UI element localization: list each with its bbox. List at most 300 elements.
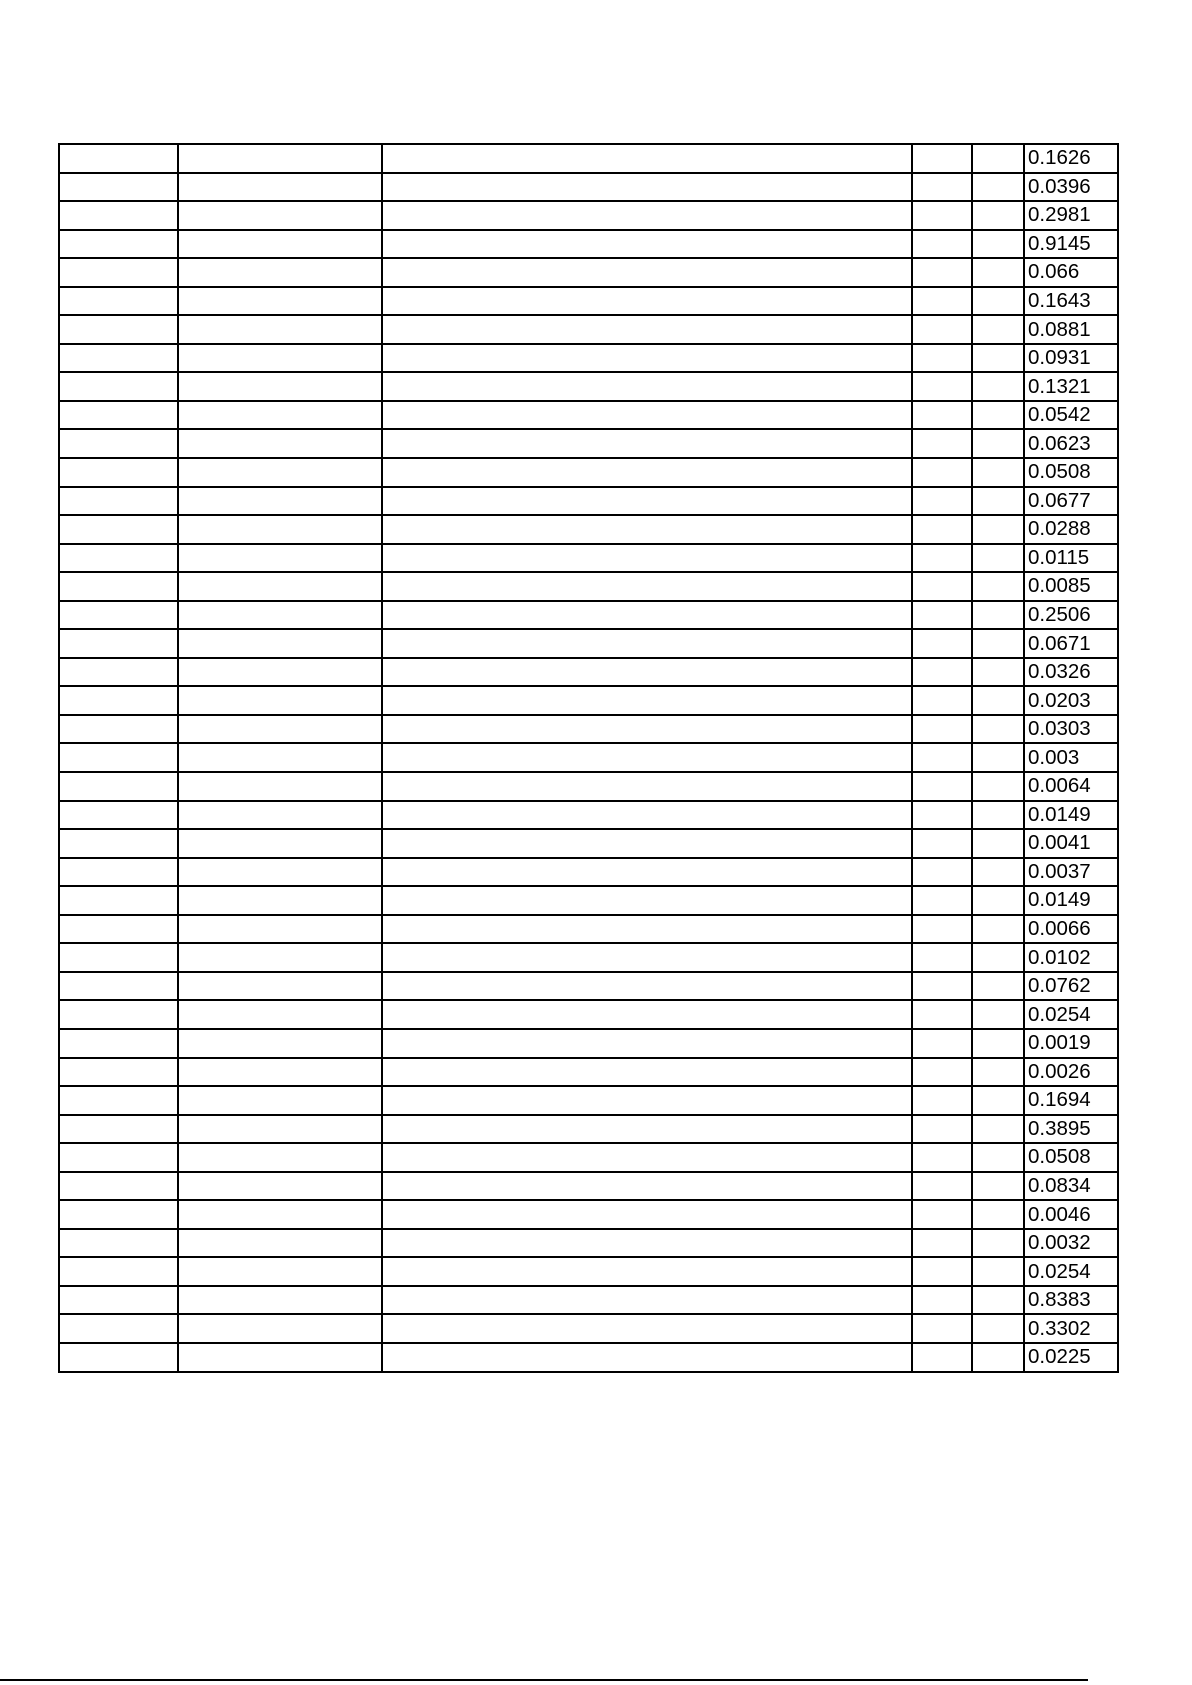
empty-cell — [912, 915, 972, 944]
value-cell: 0.1626 — [1024, 144, 1118, 173]
table-row — [59, 572, 1118, 601]
table-row — [59, 829, 1118, 858]
empty-cell — [59, 1058, 178, 1087]
empty-cell — [972, 686, 1024, 715]
table-row — [59, 173, 1118, 202]
table-row — [59, 515, 1118, 544]
value-cell: 0.0149 — [1024, 886, 1118, 915]
empty-cell — [912, 144, 972, 173]
empty-cell — [382, 886, 912, 915]
table-row — [59, 629, 1118, 658]
empty-cell — [178, 1343, 382, 1372]
empty-cell — [382, 515, 912, 544]
empty-cell — [382, 601, 912, 630]
empty-cell — [59, 1200, 178, 1229]
empty-cell — [912, 1229, 972, 1258]
empty-cell — [59, 743, 178, 772]
empty-cell — [972, 173, 1024, 202]
table-row — [59, 1115, 1118, 1144]
empty-cell — [178, 972, 382, 1001]
empty-cell — [912, 487, 972, 516]
empty-cell — [912, 715, 972, 744]
empty-cell — [382, 1229, 912, 1258]
value-cell: 0.0019 — [1024, 1029, 1118, 1058]
table-row — [59, 1058, 1118, 1087]
empty-cell — [382, 1086, 912, 1115]
table-row — [59, 372, 1118, 401]
empty-cell — [178, 1000, 382, 1029]
empty-cell — [178, 915, 382, 944]
empty-cell — [178, 743, 382, 772]
empty-cell — [178, 658, 382, 687]
table-row — [59, 943, 1118, 972]
empty-cell — [178, 144, 382, 173]
empty-cell — [382, 858, 912, 887]
empty-cell — [912, 601, 972, 630]
value-cell: 0.0046 — [1024, 1200, 1118, 1229]
value-cell: 0.0149 — [1024, 801, 1118, 830]
empty-cell — [178, 515, 382, 544]
value-cell: 0.0303 — [1024, 715, 1118, 744]
empty-cell — [972, 1343, 1024, 1372]
empty-cell — [178, 829, 382, 858]
empty-cell — [59, 515, 178, 544]
empty-cell — [178, 401, 382, 430]
empty-cell — [382, 144, 912, 173]
empty-cell — [912, 287, 972, 316]
value-cell: 0.0834 — [1024, 1172, 1118, 1201]
empty-cell — [972, 1257, 1024, 1286]
empty-cell — [972, 1172, 1024, 1201]
empty-cell — [178, 715, 382, 744]
table-row — [59, 1086, 1118, 1115]
empty-cell — [912, 230, 972, 259]
empty-cell — [59, 1115, 178, 1144]
empty-cell — [382, 629, 912, 658]
empty-cell — [59, 772, 178, 801]
empty-cell — [382, 1143, 912, 1172]
empty-cell — [912, 572, 972, 601]
empty-cell — [382, 344, 912, 373]
value-cell: 0.1694 — [1024, 1086, 1118, 1115]
empty-cell — [382, 1115, 912, 1144]
empty-cell — [178, 1029, 382, 1058]
empty-cell — [59, 1257, 178, 1286]
empty-cell — [912, 1343, 972, 1372]
value-cell: 0.2981 — [1024, 201, 1118, 230]
empty-cell — [59, 230, 178, 259]
value-cell: 0.0288 — [1024, 515, 1118, 544]
empty-cell — [178, 315, 382, 344]
empty-cell — [912, 1172, 972, 1201]
empty-cell — [178, 629, 382, 658]
empty-cell — [972, 801, 1024, 830]
value-cell: 0.0326 — [1024, 658, 1118, 687]
table-row — [59, 972, 1118, 1001]
empty-cell — [912, 344, 972, 373]
empty-cell — [59, 315, 178, 344]
empty-cell — [382, 943, 912, 972]
empty-cell — [178, 1314, 382, 1343]
empty-cell — [382, 544, 912, 573]
value-cell: 0.9145 — [1024, 230, 1118, 259]
empty-cell — [912, 658, 972, 687]
empty-cell — [972, 743, 1024, 772]
empty-cell — [178, 1058, 382, 1087]
empty-cell — [178, 1115, 382, 1144]
table-row — [59, 429, 1118, 458]
empty-cell — [912, 772, 972, 801]
empty-cell — [59, 715, 178, 744]
empty-cell — [178, 1172, 382, 1201]
empty-cell — [59, 915, 178, 944]
table-row — [59, 601, 1118, 630]
empty-cell — [912, 1086, 972, 1115]
value-cell: 0.0026 — [1024, 1058, 1118, 1087]
empty-cell — [59, 1000, 178, 1029]
empty-cell — [178, 258, 382, 287]
empty-cell — [912, 1115, 972, 1144]
empty-cell — [59, 1086, 178, 1115]
empty-cell — [382, 915, 912, 944]
empty-cell — [972, 230, 1024, 259]
value-cell: 0.3895 — [1024, 1115, 1118, 1144]
empty-cell — [382, 715, 912, 744]
empty-cell — [912, 801, 972, 830]
empty-cell — [59, 601, 178, 630]
table-row — [59, 886, 1118, 915]
table-row — [59, 1172, 1118, 1201]
value-cell: 0.0254 — [1024, 1000, 1118, 1029]
empty-cell — [382, 429, 912, 458]
empty-cell — [59, 344, 178, 373]
empty-cell — [972, 1086, 1024, 1115]
table-row — [59, 1200, 1118, 1229]
empty-cell — [382, 1000, 912, 1029]
empty-cell — [178, 372, 382, 401]
empty-cell — [382, 458, 912, 487]
table-row — [59, 1229, 1118, 1258]
value-cell: 0.8383 — [1024, 1286, 1118, 1315]
empty-cell — [59, 544, 178, 573]
empty-cell — [382, 1029, 912, 1058]
empty-cell — [912, 886, 972, 915]
empty-cell — [59, 658, 178, 687]
empty-cell — [178, 886, 382, 915]
empty-cell — [972, 544, 1024, 573]
empty-cell — [178, 801, 382, 830]
empty-cell — [912, 1286, 972, 1315]
empty-cell — [912, 429, 972, 458]
empty-cell — [912, 829, 972, 858]
empty-cell — [972, 1286, 1024, 1315]
empty-cell — [178, 1257, 382, 1286]
empty-cell — [178, 287, 382, 316]
table-row — [59, 686, 1118, 715]
empty-cell — [382, 801, 912, 830]
table-row — [59, 344, 1118, 373]
value-cell: 0.0102 — [1024, 943, 1118, 972]
empty-cell — [382, 201, 912, 230]
empty-cell — [972, 715, 1024, 744]
empty-cell — [912, 1257, 972, 1286]
empty-cell — [972, 886, 1024, 915]
empty-cell — [972, 258, 1024, 287]
table-row — [59, 1257, 1118, 1286]
empty-cell — [382, 258, 912, 287]
empty-cell — [972, 772, 1024, 801]
table-row — [59, 201, 1118, 230]
empty-cell — [972, 487, 1024, 516]
value-cell: 0.0671 — [1024, 629, 1118, 658]
empty-cell — [972, 372, 1024, 401]
empty-cell — [912, 1058, 972, 1087]
table-row — [59, 1343, 1118, 1372]
empty-cell — [382, 487, 912, 516]
table-row — [59, 258, 1118, 287]
table-row — [59, 743, 1118, 772]
empty-cell — [59, 372, 178, 401]
table-row — [59, 230, 1118, 259]
value-cell: 0.0115 — [1024, 544, 1118, 573]
value-cell: 0.0203 — [1024, 686, 1118, 715]
empty-cell — [382, 1200, 912, 1229]
empty-cell — [59, 201, 178, 230]
empty-cell — [972, 1029, 1024, 1058]
empty-cell — [59, 829, 178, 858]
empty-cell — [178, 487, 382, 516]
empty-cell — [382, 401, 912, 430]
empty-cell — [382, 1058, 912, 1087]
value-cell: 0.0064 — [1024, 772, 1118, 801]
empty-cell — [912, 1029, 972, 1058]
empty-cell — [382, 572, 912, 601]
empty-cell — [59, 173, 178, 202]
empty-cell — [972, 401, 1024, 430]
empty-cell — [178, 173, 382, 202]
empty-cell — [972, 201, 1024, 230]
empty-cell — [59, 144, 178, 173]
empty-cell — [59, 429, 178, 458]
empty-cell — [178, 429, 382, 458]
table-row — [59, 801, 1118, 830]
table-row — [59, 772, 1118, 801]
empty-cell — [59, 629, 178, 658]
table-row — [59, 544, 1118, 573]
value-cell: 0.3302 — [1024, 1314, 1118, 1343]
empty-cell — [382, 315, 912, 344]
empty-cell — [972, 972, 1024, 1001]
empty-cell — [972, 1314, 1024, 1343]
empty-cell — [178, 601, 382, 630]
value-cell: 0.0931 — [1024, 344, 1118, 373]
empty-cell — [972, 515, 1024, 544]
value-cell: 0.0032 — [1024, 1229, 1118, 1258]
value-cell: 0.0225 — [1024, 1343, 1118, 1372]
empty-cell — [972, 1143, 1024, 1172]
value-cell: 0.0396 — [1024, 173, 1118, 202]
empty-cell — [382, 686, 912, 715]
empty-cell — [382, 743, 912, 772]
empty-cell — [972, 344, 1024, 373]
empty-cell — [972, 1115, 1024, 1144]
empty-cell — [59, 886, 178, 915]
empty-cell — [972, 658, 1024, 687]
table-row — [59, 915, 1118, 944]
empty-cell — [972, 629, 1024, 658]
table-body — [59, 144, 1118, 1372]
empty-cell — [178, 1229, 382, 1258]
table-row — [59, 1286, 1118, 1315]
empty-cell — [382, 1343, 912, 1372]
empty-cell — [382, 372, 912, 401]
empty-cell — [178, 544, 382, 573]
empty-cell — [912, 458, 972, 487]
empty-cell — [59, 401, 178, 430]
empty-cell — [912, 315, 972, 344]
value-cell: 0.0677 — [1024, 487, 1118, 516]
table-row — [59, 1143, 1118, 1172]
empty-cell — [59, 1029, 178, 1058]
empty-cell — [912, 544, 972, 573]
table-row — [59, 658, 1118, 687]
empty-cell — [178, 1200, 382, 1229]
empty-cell — [382, 772, 912, 801]
empty-cell — [912, 515, 972, 544]
empty-cell — [382, 829, 912, 858]
value-cell: 0.0542 — [1024, 401, 1118, 430]
empty-cell — [972, 1229, 1024, 1258]
empty-cell — [912, 1143, 972, 1172]
empty-cell — [59, 1172, 178, 1201]
empty-cell — [178, 686, 382, 715]
empty-cell — [178, 230, 382, 259]
empty-cell — [972, 287, 1024, 316]
empty-cell — [382, 230, 912, 259]
empty-cell — [59, 858, 178, 887]
empty-cell — [59, 1286, 178, 1315]
empty-cell — [972, 458, 1024, 487]
table-row — [59, 715, 1118, 744]
empty-cell — [912, 1000, 972, 1029]
empty-cell — [382, 658, 912, 687]
table-row — [59, 458, 1118, 487]
empty-cell — [972, 1000, 1024, 1029]
table-row — [59, 315, 1118, 344]
empty-cell — [59, 572, 178, 601]
value-cell: 0.066 — [1024, 258, 1118, 287]
value-cell: 0.0037 — [1024, 858, 1118, 887]
value-cell: 0.0085 — [1024, 572, 1118, 601]
empty-cell — [178, 572, 382, 601]
table-row — [59, 1000, 1118, 1029]
value-cell: 0.0254 — [1024, 1257, 1118, 1286]
empty-cell — [912, 972, 972, 1001]
empty-cell — [59, 801, 178, 830]
empty-cell — [382, 173, 912, 202]
empty-cell — [972, 144, 1024, 173]
empty-cell — [59, 1343, 178, 1372]
empty-cell — [382, 287, 912, 316]
empty-cell — [912, 743, 972, 772]
table-row — [59, 1314, 1118, 1343]
empty-cell — [972, 1200, 1024, 1229]
empty-cell — [59, 458, 178, 487]
table-row — [59, 1029, 1118, 1058]
empty-cell — [59, 686, 178, 715]
empty-cell — [178, 858, 382, 887]
empty-cell — [912, 943, 972, 972]
empty-cell — [178, 1143, 382, 1172]
empty-cell — [912, 629, 972, 658]
table-row — [59, 487, 1118, 516]
empty-cell — [178, 344, 382, 373]
empty-cell — [912, 401, 972, 430]
empty-cell — [972, 915, 1024, 944]
empty-cell — [59, 1314, 178, 1343]
empty-cell — [382, 972, 912, 1001]
empty-cell — [59, 943, 178, 972]
empty-cell — [972, 315, 1024, 344]
empty-cell — [912, 372, 972, 401]
empty-cell — [59, 287, 178, 316]
value-cell: 0.0881 — [1024, 315, 1118, 344]
empty-cell — [59, 1229, 178, 1258]
value-cell: 0.2506 — [1024, 601, 1118, 630]
empty-cell — [972, 858, 1024, 887]
empty-cell — [972, 943, 1024, 972]
bottom-rule — [0, 1679, 1088, 1681]
empty-cell — [972, 429, 1024, 458]
empty-cell — [382, 1286, 912, 1315]
table-row — [59, 144, 1118, 173]
value-cell: 0.0508 — [1024, 458, 1118, 487]
empty-cell — [382, 1172, 912, 1201]
empty-cell — [912, 686, 972, 715]
empty-cell — [59, 258, 178, 287]
value-cell: 0.1321 — [1024, 372, 1118, 401]
empty-cell — [912, 1200, 972, 1229]
table-row — [59, 858, 1118, 887]
value-cell: 0.0066 — [1024, 915, 1118, 944]
empty-cell — [912, 258, 972, 287]
empty-cell — [178, 458, 382, 487]
empty-cell — [178, 772, 382, 801]
value-cell: 0.0041 — [1024, 829, 1118, 858]
empty-cell — [178, 1086, 382, 1115]
empty-cell — [972, 572, 1024, 601]
empty-cell — [382, 1314, 912, 1343]
empty-cell — [382, 1257, 912, 1286]
value-cell: 0.1643 — [1024, 287, 1118, 316]
empty-cell — [178, 943, 382, 972]
empty-cell — [912, 858, 972, 887]
table-row — [59, 401, 1118, 430]
empty-cell — [972, 601, 1024, 630]
value-cell: 0.003 — [1024, 743, 1118, 772]
value-cell: 0.0508 — [1024, 1143, 1118, 1172]
empty-cell — [912, 173, 972, 202]
empty-cell — [59, 972, 178, 1001]
value-cell: 0.0623 — [1024, 429, 1118, 458]
data-table — [58, 143, 1119, 1373]
empty-cell — [972, 1058, 1024, 1087]
empty-cell — [59, 1143, 178, 1172]
empty-cell — [59, 487, 178, 516]
empty-cell — [912, 1314, 972, 1343]
empty-cell — [912, 201, 972, 230]
empty-cell — [178, 201, 382, 230]
